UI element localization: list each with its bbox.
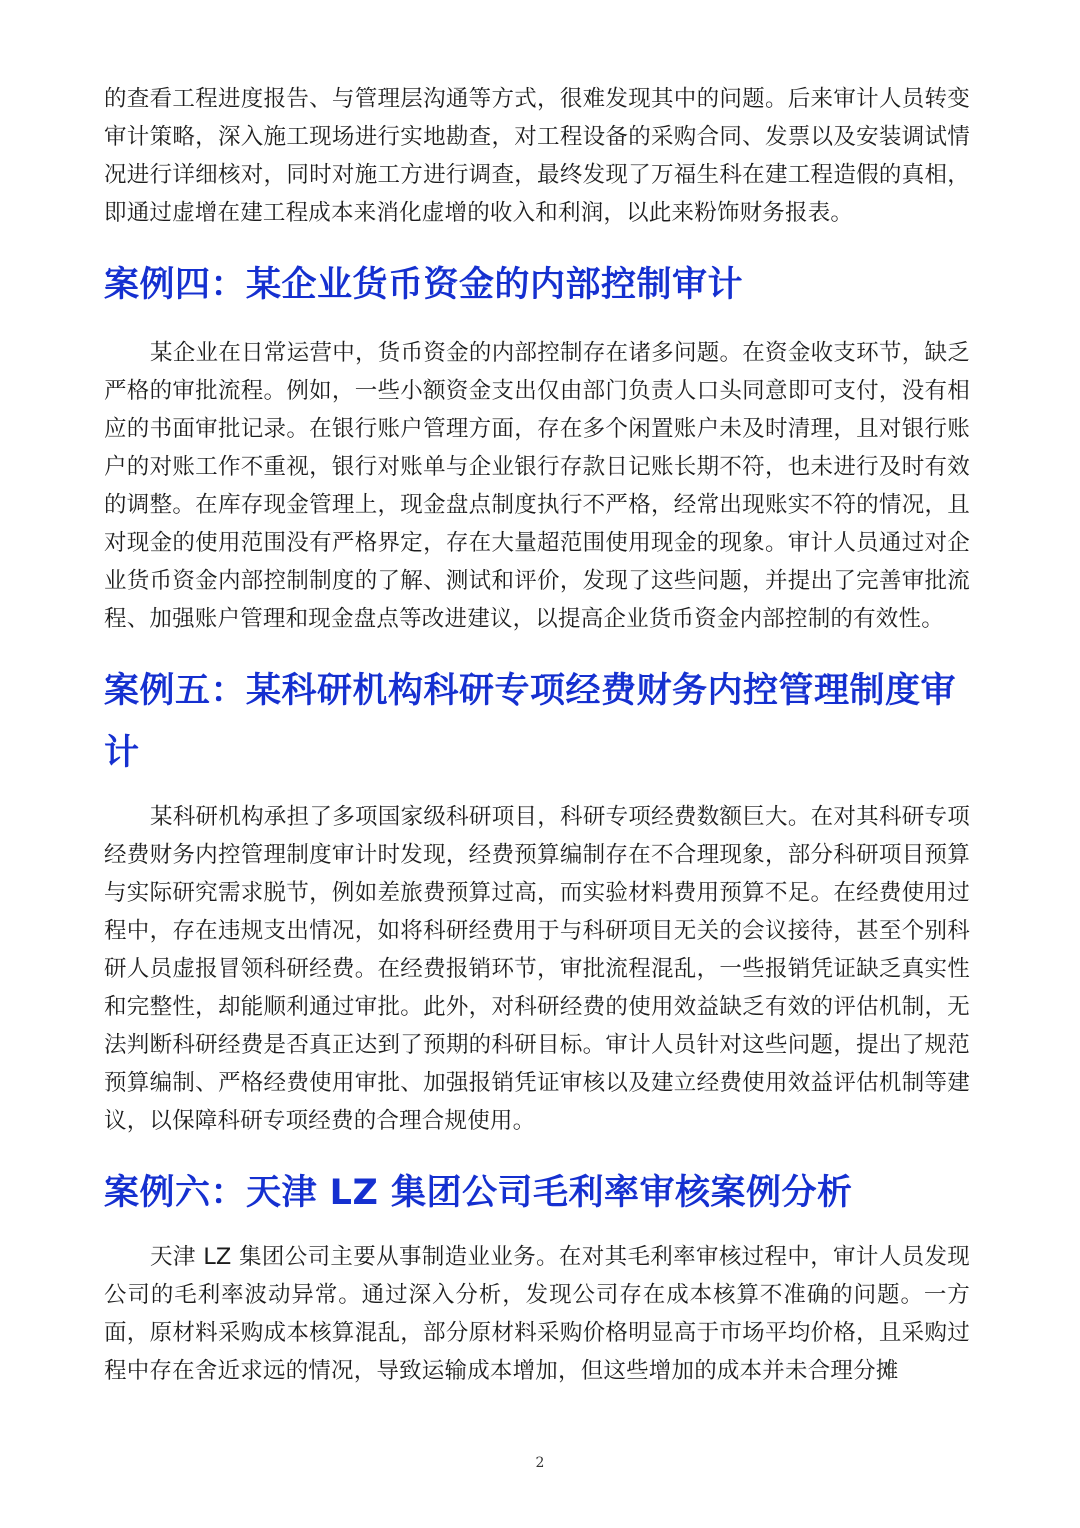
- section-body-case-6: 天津 LZ 集团公司主要从事制造业业务。在对其毛利率审核过程中，审计人员发现公司的毛利率波动异常。通过深入分析，发现公司存在成本核算不准确的问题。一方面，原材料采购成本核算混乱，部分原材料采购价格明显高于市场平均价格，且采购过程中存在舍近求远的情况，导致运输成本增加，但这些增加的成本并未合理分摊: [104, 1244, 970, 1384]
- continuation-paragraph: 的查看工程进度报告、与管理层沟通等方式，很难发现其中的问题。后来审计人员转变审计策略，深入施工现场进行实地勘查，对工程设备的采购合同、发票以及安装调试情况进行详细核对，同时对施工方进行调查，最终发现了万福生科在建工程造假的真相，即通过虚增在建工程成本来消化虚增的收入和利润，以此来粉饰财务报表。: [104, 86, 970, 226]
- section-heading-case-6: 案例六：天津 LZ 集团公司毛利率审核案例分析: [104, 1173, 853, 1213]
- page-number: 2: [535, 1455, 545, 1471]
- section-body-case-5: 某科研机构承担了多项国家级科研项目，科研专项经费数额巨大。在对其科研专项经费财务内控管理制度审计时发现，经费预算编制存在不合理现象，部分科研项目预算与实际研究需求脱节，例如差旅费预算过高，而实验材料费用预算不足。在经费使用过程中，存在违规支出情况，如将科研经费用于与科研项目无关的会议接待，甚至个别科研人员虚报冒领科研经费。在经费报销环节，审批流程混乱，一些报销凭证缺乏真实性和完整性，却能顺利通过审批。此外，对科研经费的使用效益缺乏有效的评估机制，无法判断科研经费是否真正达到了预期的科研目标。审计人员针对这些问题，提出了规范预算编制、严格经费使用审批、加强报销凭证审核以及建立经费使用效益评估机制等建议，以保障科研专项经费的合理合规使用。: [104, 804, 970, 1134]
- document-page: [104, 80, 970, 1390]
- section-heading-case-4: 案例四：某企业货币资金的内部控制审计: [104, 265, 744, 305]
- section-body-case-4: 某企业在日常运营中，货币资金的内部控制存在诸多问题。在资金收支环节，缺乏严格的审批流程。例如，一些小额资金支出仅由部门负责人口头同意即可支付，没有相应的书面审批记录。在银行账户管理方面，存在多个闲置账户未及时清理，且对银行账户的对账工作不重视，银行对账单与企业银行存款日记账长期不符，也未进行及时有效的调整。在库存现金管理上，现金盘点制度执行不严格，经常出现账实不符的情况，且对现金的使用范围没有严格界定，存在大量超范围使用现金的现象。审计人员通过对企业货币资金内部控制制度的了解、测试和评价，发现了这些问题，并提出了完善审批流程、加强账户管理和现金盘点等改进建议，以提高企业货币资金内部控制的有效性。: [104, 340, 970, 632]
- section-heading-case-5: 案例五：某科研机构科研专项经费财务内控管理制度审计: [104, 671, 957, 773]
